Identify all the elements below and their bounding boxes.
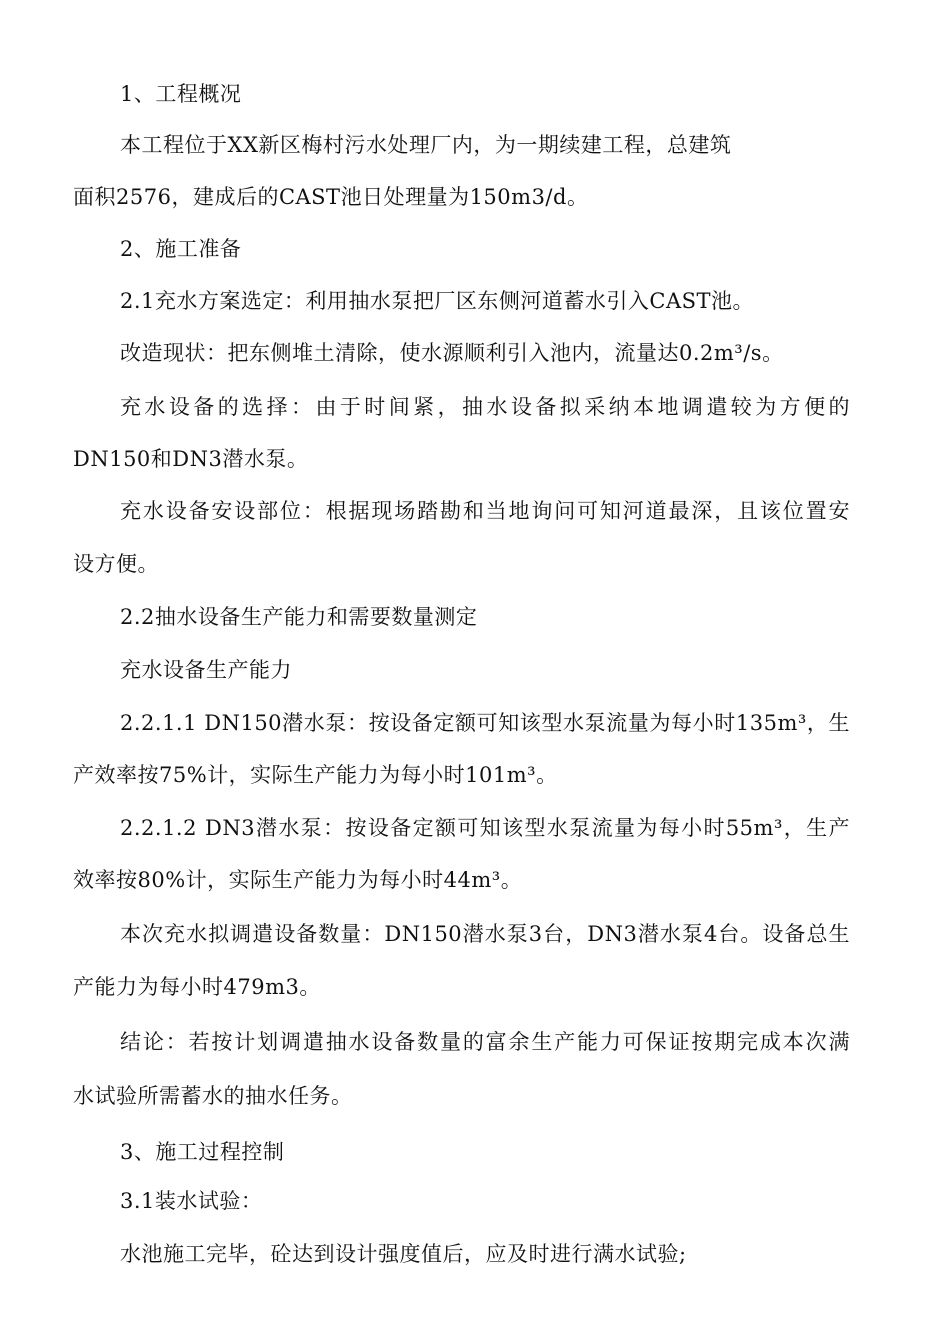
- paragraph-line: 本工程位于XX新区梅村污水处理厂内，为一期续建工程，总建筑: [120, 133, 732, 157]
- paragraph-line: 2.2.1.1 DN150潜水泵：按设备定额可知该型水泵流量为每小时135m³，生: [120, 711, 850, 735]
- section-heading-2: 2、施工准备: [120, 237, 242, 261]
- paragraph-line: 充水设备的选择：由于时间紧，抽水设备拟采纳本地调遣较为方便的: [120, 395, 850, 419]
- paragraph-line: 效率按80%计，实际生产能力为每小时44m³。: [73, 868, 523, 892]
- paragraph-line: 设方便。: [73, 552, 159, 576]
- paragraph-line: 产能力为每小时479m3。: [73, 975, 321, 999]
- section-heading-1: 1、工程概况: [120, 82, 242, 106]
- paragraph-line: 改造现状：把东侧堆土清除，使水源顺利引入池内，流量达0.2m³/s。: [120, 341, 784, 365]
- paragraph-line: 水试验所需蓄水的抽水任务。: [73, 1084, 353, 1108]
- paragraph-line: 2.2.1.2 DN3潜水泵：按设备定额可知该型水泵流量为每小时55m³，生产: [120, 816, 850, 840]
- paragraph-line: 产效率按75%计，实际生产能力为每小时101m³。: [73, 763, 558, 787]
- paragraph-line: 面积2576，建成后的CAST池日处理量为150m3/d。: [73, 185, 589, 209]
- subsection-heading: 2.2抽水设备生产能力和需要数量测定: [120, 605, 478, 629]
- paragraph-line: 2.1充水方案选定：利用抽水泵把厂区东侧河道蓄水引入CAST池。: [120, 289, 755, 313]
- paragraph-line: 充水设备生产能力: [120, 658, 292, 682]
- section-heading-3: 3、施工过程控制: [120, 1140, 285, 1164]
- paragraph-line: 结论：若按计划调遣抽水设备数量的富余生产能力可保证按期完成本次满: [120, 1030, 850, 1054]
- paragraph-line: 充水设备安设部位：根据现场踏勘和当地询问可知河道最深，且该位置安: [120, 499, 850, 523]
- paragraph-line: 本次充水拟调遣设备数量：DN150潜水泵3台，DN3潜水泵4台。设备总生: [120, 922, 850, 946]
- paragraph-line: 水池施工完毕，砼达到设计强度值后，应及时进行满水试验;: [120, 1242, 687, 1266]
- subsection-heading: 3.1装水试验：: [120, 1189, 263, 1213]
- paragraph-line: DN150和DN3潜水泵。: [73, 447, 309, 471]
